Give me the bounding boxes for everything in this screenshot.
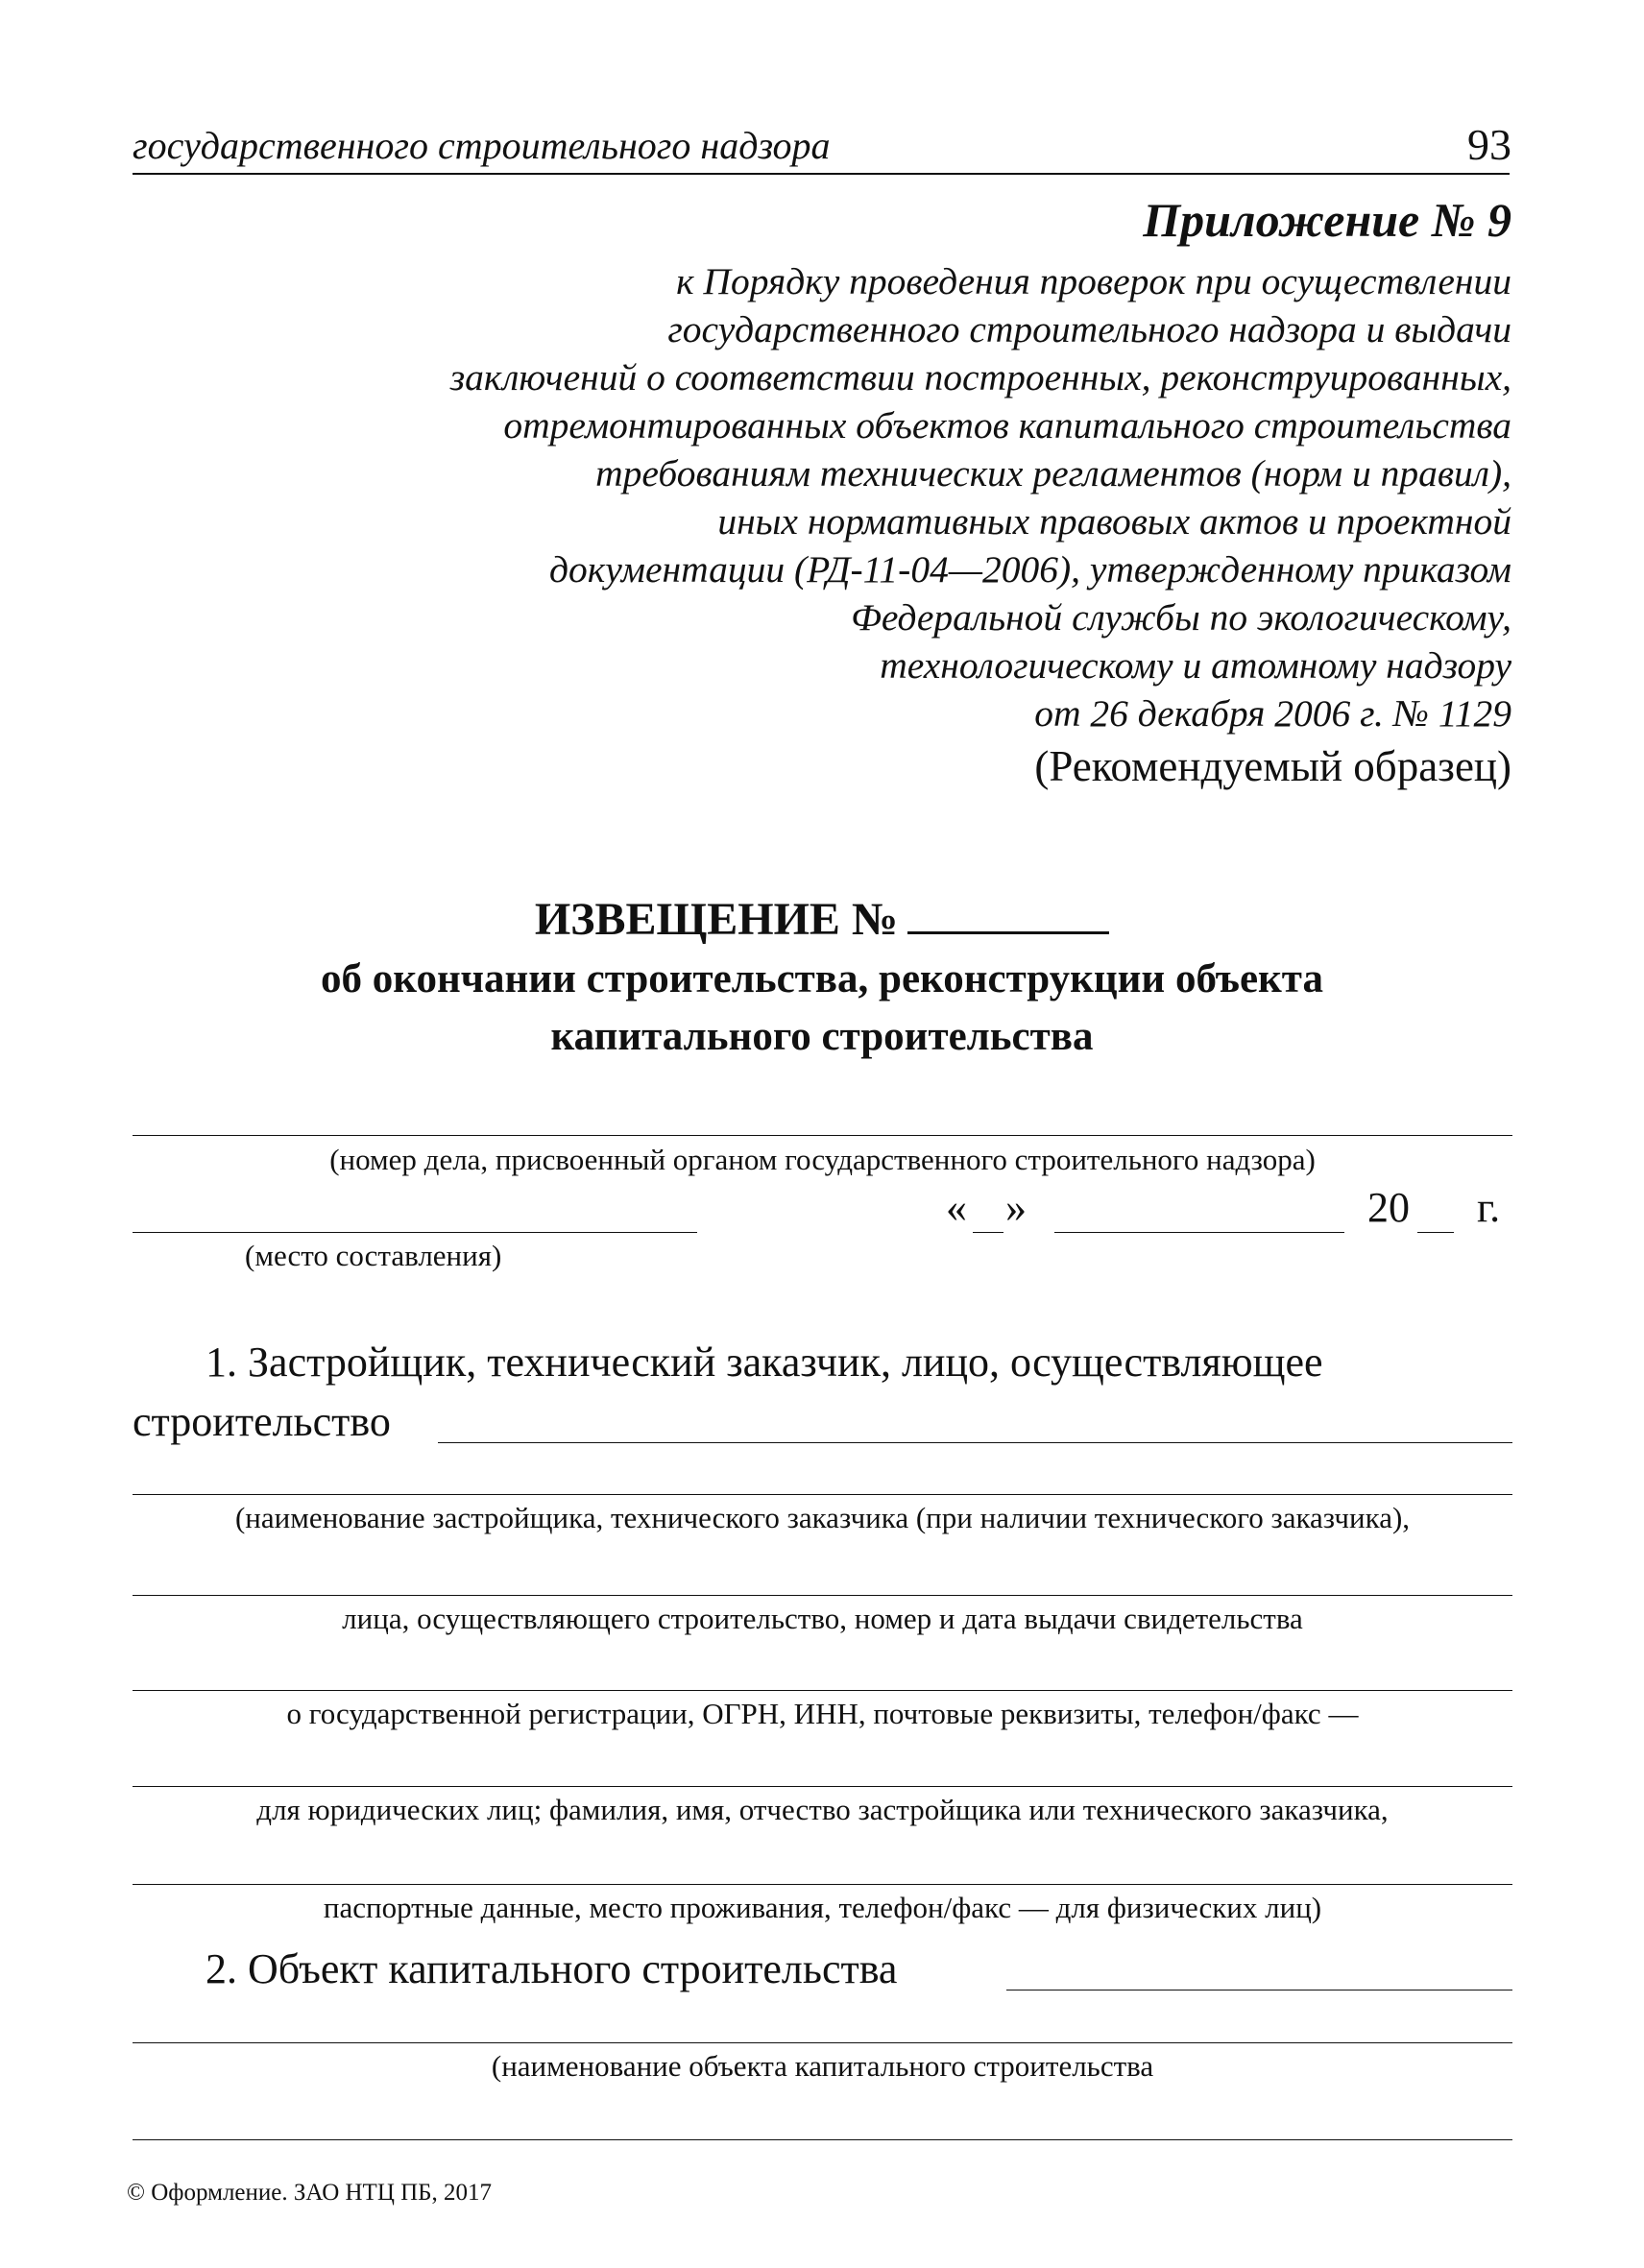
date-quote-open: « [946, 1184, 967, 1231]
developer-blank-5[interactable] [133, 1786, 1512, 1787]
appendix-title: Приложение № 9 [1143, 193, 1511, 247]
notice-subtitle-line1: об окончании строительства, реконструкции объекта [321, 956, 1323, 1001]
appendix-line: отремонтированных объектов капитального строительства [503, 404, 1511, 446]
developer-caption-4: для юридических лиц; фамилия, имя, отчество застройщика или технического заказчика, [256, 1793, 1389, 1826]
date-month-blank[interactable] [1054, 1232, 1344, 1233]
sample-label: (Рекомендуемый образец) [1034, 742, 1511, 790]
page-number: 93 [1467, 120, 1511, 169]
object-blank-2[interactable] [133, 2042, 1512, 2043]
appendix-line: иных нормативных правовых актов и проектной [717, 500, 1511, 543]
notice-subtitle-line2: капитального строительства [550, 1014, 1094, 1059]
appendix-line: к Порядку проведения проверок при осуществлении [676, 260, 1511, 302]
appendix-line: Федеральной службы по экологическому, [851, 596, 1511, 639]
developer-caption-3: о государственной регистрации, ОГРН, ИНН, почтовые реквизиты, телефон/факс — [286, 1697, 1359, 1730]
developer-blank-6[interactable] [133, 1884, 1512, 1885]
date-quote-close: » [1005, 1184, 1027, 1231]
footer-copyright: © Оформление. ЗАО НТЦ ПБ, 2017 [127, 2180, 493, 2206]
developer-blank-3[interactable] [133, 1595, 1512, 1596]
developer-blank[interactable] [438, 1442, 1512, 1443]
place-caption: (место составления) [245, 1239, 502, 1272]
developer-caption-5: паспортные данные, место проживания, телефон/факс — для физических лиц) [323, 1891, 1322, 1924]
notice-title [0, 891, 1644, 946]
object-caption: (наименование объекта капитального строительства [491, 2049, 1154, 2083]
date-year-blank[interactable] [1417, 1232, 1454, 1233]
section1-line2: строительство [133, 1398, 391, 1445]
appendix-line: государственного строительного надзора и выдачи [667, 308, 1511, 350]
appendix-line: технологическому и атомному надзору [880, 644, 1511, 687]
place-blank[interactable] [133, 1232, 697, 1233]
appendix-line: документации (РД-11-04—2006), утвержденному приказом [548, 548, 1511, 591]
developer-blank-2[interactable] [133, 1494, 1512, 1495]
appendix-description [450, 257, 1511, 737]
date-day-blank[interactable] [973, 1232, 1003, 1233]
notice-number-blank[interactable] [907, 891, 1109, 934]
section1-line1: 1. Застройщик, технический заказчик, лицо, осуществляющее [206, 1339, 1323, 1386]
date-year-suffix: г. [1477, 1184, 1501, 1231]
appendix-line: заключений о соответствии построенных, реконструированных, [449, 356, 1511, 398]
running-header-title: государственного строительного надзора [133, 124, 831, 167]
case-number-blank[interactable] [133, 1135, 1512, 1136]
header-divider [133, 173, 1510, 175]
section2-line1: 2. Объект капитального строительства [206, 1945, 898, 1992]
case-number-caption: (номер дела, присвоенный органом государственного строительного надзора) [329, 1143, 1316, 1176]
developer-blank-4[interactable] [133, 1690, 1512, 1691]
date-year-prefix: 20 [1367, 1184, 1410, 1231]
object-blank-3[interactable] [133, 2139, 1512, 2140]
notice-title-text: ИЗВЕЩЕНИЕ № [534, 894, 899, 945]
developer-caption-2: лица, осуществляющего строительство, номер и дата выдачи свидетельства [342, 1602, 1303, 1635]
appendix-line: требованиям технических регламентов (норм и правил), [595, 452, 1511, 495]
object-blank[interactable] [1006, 1990, 1512, 1991]
appendix-line: от 26 декабря 2006 г. № 1129 [1034, 692, 1511, 735]
developer-caption-1: (наименование застройщика, технического заказчика (при наличии технического заказчика), [234, 1501, 1411, 1534]
